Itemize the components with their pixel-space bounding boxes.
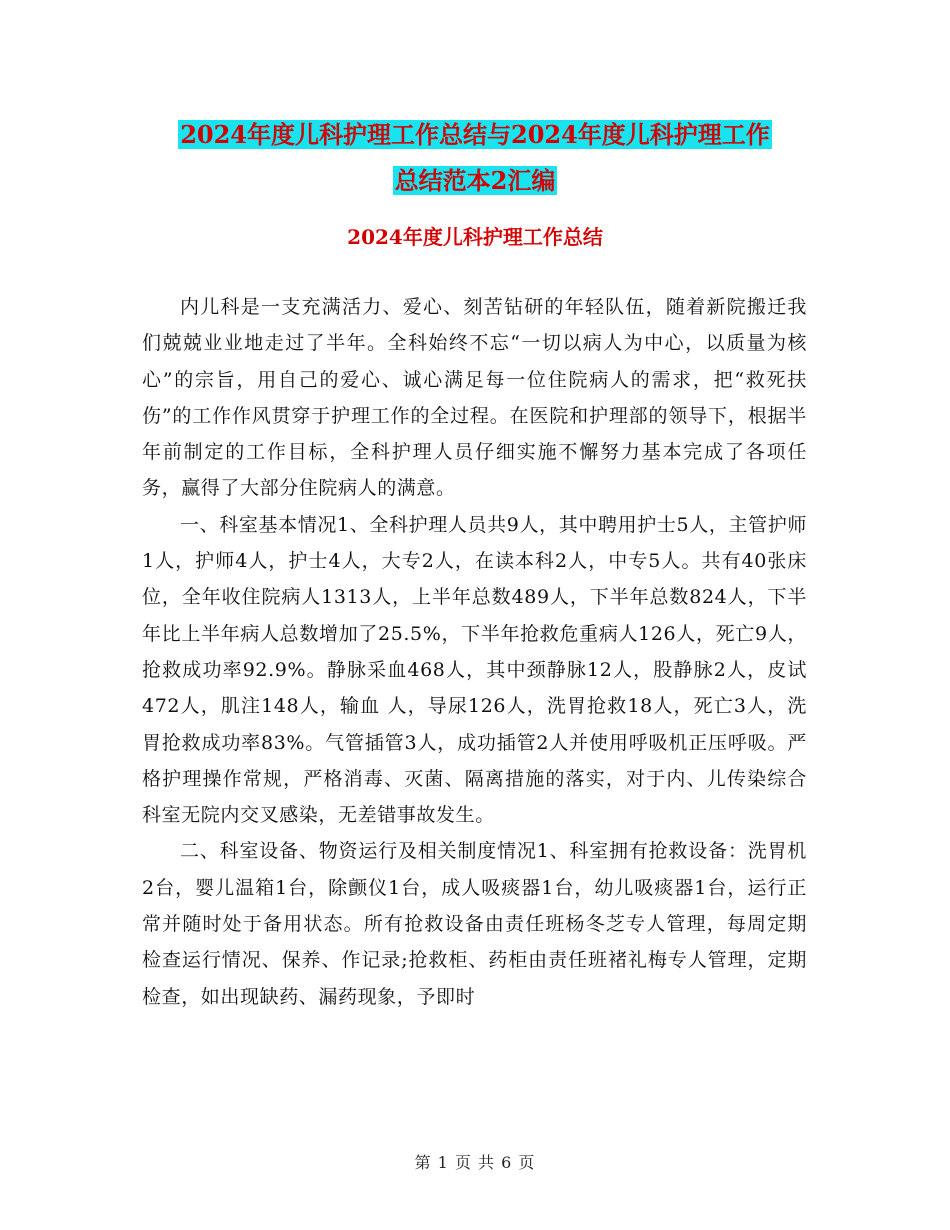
title-line-1: 2024年度儿科护理工作总结与2024年度儿科护理工作: [180, 120, 770, 149]
title-line-2: 总结范本2汇编: [394, 166, 556, 195]
paragraph-equipment: 二、科室设备、物资运行及相关制度情况1、科室拥有抢救设备：洗胃机2台，婴儿温箱1台，除颤仪1台，成人吸痰器1台，幼儿吸痰器1台，运行正常并随时处于备用状态。所有抢救设备由责任班杨冬芝专人管理，每周定期检查运行情况、保养、作记录;抢救柜、药柜由责任班褚礼梅专人管理，定期检查，如出现缺药、漏药现象，予即时: [142, 840, 807, 1008]
paragraph-department-overview: 一、科室基本情况1、全科护理人员共9人，其中聘用护士5人，主管护师1人，护师4人，护士4人，大专2人，在读本科2人，中专5人。共有40张床位，全年收住院病人1313人，上半年总数489人，下半年总数824人，下半年比上半年病人总数增加了25.5%，下半年抢救危重病人126人，死亡9人，抢救成功率92.9%。静脉采血468人，其中颈静脉12人，股静脉2人，皮试472人，肌注148人，输血 人，导尿126人，洗胃抢救18人，死亡3人，洗胃抢救成功率83%。气管插管3人，成功插管2人并使用呼吸机正压呼吸。严格护理操作常规，严格消毒、灭菌、隔离措施的落实，对于内、儿传染综合科室无院内交叉感染，无差错事故发生。: [142, 513, 807, 827]
page-footer: 第 1 页 共 6 页: [414, 1153, 536, 1172]
paragraph-intro: 内儿科是一支充满活力、爱心、刻苦钻研的年轻队伍，随着新院搬迁我们兢兢业业地走过了半年。全科始终不忘“一切以病人为中心，以质量为核心”的宗旨，用自己的爱心、诚心满足每一位住院病人的需求，把“救死扶伤”的工作作风贯穿于护理工作的全过程。在医院和护理部的领导下，根据半年前制定的工作目标，全科护理人员仔细实施不懈努力基本完成了各项任务，赢得了大部分住院病人的满意。: [142, 296, 807, 500]
document-title: [130, 112, 820, 204]
body-text: [142, 289, 807, 1015]
section-title: 2024年度儿科护理工作总结: [347, 225, 603, 249]
